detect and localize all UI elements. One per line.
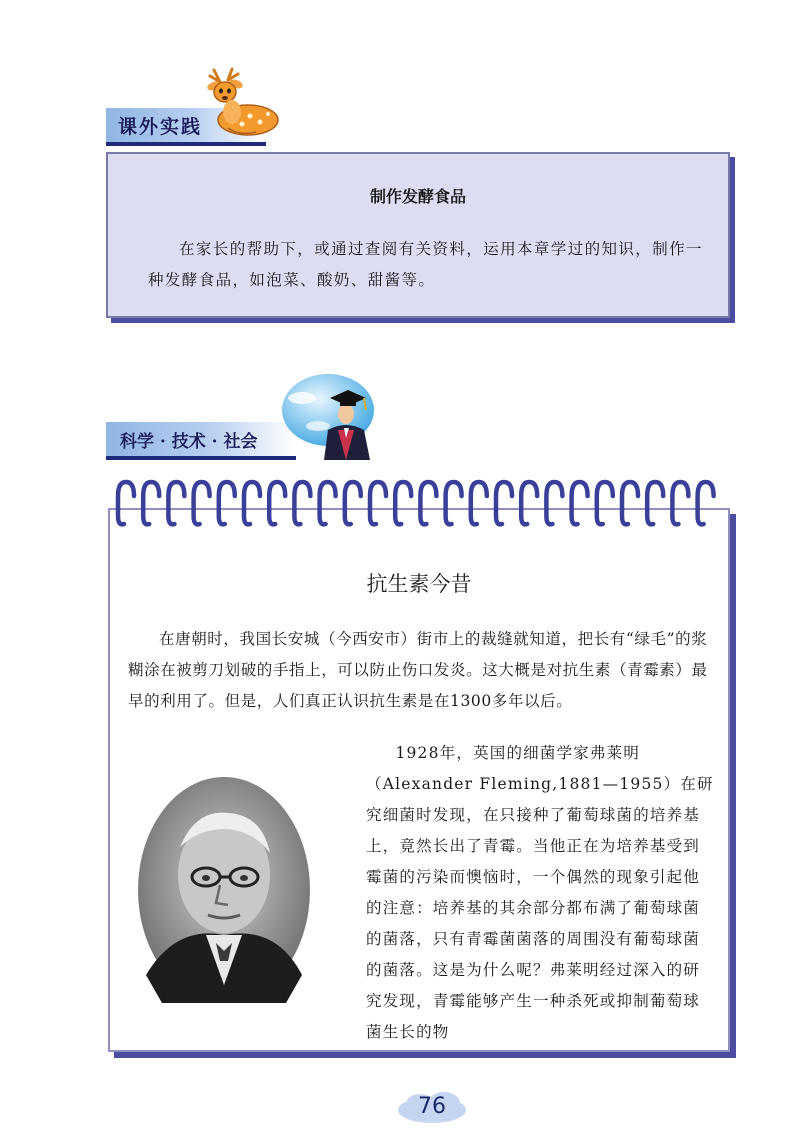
spiral-binding-icon xyxy=(108,476,728,532)
section-label-text: 课外实践 xyxy=(118,116,203,138)
spiral-coil xyxy=(143,482,159,524)
practice-body: 在家长的帮助下，或通过查阅有关资料，运用本章学过的知识，制作一种发酵食品，如泡菜、酸奶、甜酱等。 xyxy=(148,240,703,289)
article-paragraph-1: 在唐朝时，我国长安城（今西安市）街市上的裁缝就知道，把长有“绿毛”的浆糊涂在被剪刀划破的手指上，可以防止伤口发炎。这大概是对抗生素（青霉素）最早的利用了。但是，人们真正认识抗生素是在1300多年以后。 xyxy=(128,630,708,710)
article-box xyxy=(108,508,730,1052)
spiral-coil xyxy=(698,482,714,524)
fleming-portrait-image xyxy=(136,775,312,1005)
section-label-text: 科学 · 技术 · 社会 xyxy=(120,432,258,452)
article-title: 抗生素今昔 xyxy=(366,572,472,596)
spiral-coil xyxy=(194,482,210,524)
spiral-coil xyxy=(345,482,361,524)
practice-box xyxy=(106,152,730,318)
deer-icon xyxy=(198,66,284,138)
spiral-coil xyxy=(572,482,588,524)
page-number: 76 xyxy=(418,1094,446,1119)
practice-title: 制作发酵食品 xyxy=(369,187,466,206)
article-paragraph-2: 1928年，英国的细菌学家弗莱明（Alexander Fleming,1881—1955）在研究细菌时发现，在只接种了葡萄球菌的培养基上，竟然长出了青霉。当他正在为培养基受到霉菌的污染而懊恼时，一个偶然的现象引起他的注意：培养基的其余部分都布满了葡萄球菌的菌落，只有青霉菌菌落的周围没有葡萄球菌的菌落。这是为什么呢？弗莱明经过深入的研究发现，青霉能够产生一种杀死或抑制葡萄球菌生长的物 xyxy=(366,744,714,1041)
spiral-coil xyxy=(370,482,386,524)
spiral-coil xyxy=(320,482,336,524)
spiral-coil xyxy=(420,482,436,524)
spiral-coil xyxy=(168,482,184,524)
spiral-coil xyxy=(546,482,562,524)
page-number-badge xyxy=(392,1086,472,1126)
spiral-coil xyxy=(446,482,462,524)
spiral-coil xyxy=(294,482,310,524)
spiral-coil xyxy=(471,482,487,524)
spiral-coil xyxy=(647,482,663,524)
spiral-coil xyxy=(269,482,285,524)
spiral-coil xyxy=(219,482,235,524)
spiral-coil xyxy=(496,482,512,524)
spiral-coil xyxy=(244,482,260,524)
spiral-coil xyxy=(395,482,411,524)
spiral-coil xyxy=(521,482,537,524)
spiral-coil xyxy=(118,482,134,524)
spiral-coil xyxy=(622,482,638,524)
spiral-coil xyxy=(597,482,613,524)
graduate-icon xyxy=(272,368,388,460)
spiral-coil xyxy=(672,482,688,524)
section-label-sts xyxy=(106,422,296,460)
